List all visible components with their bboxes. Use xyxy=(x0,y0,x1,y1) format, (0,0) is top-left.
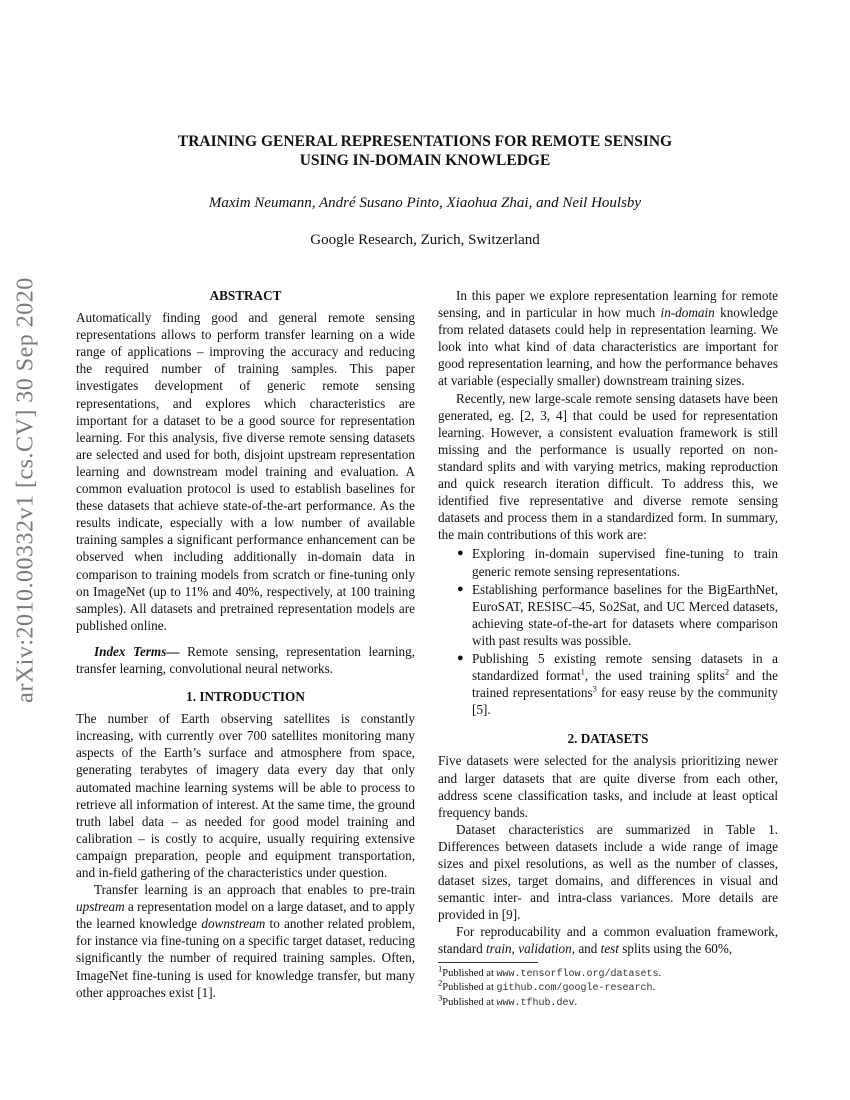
footnote-number: 1 xyxy=(438,963,443,974)
index-terms-label: Index Terms— xyxy=(94,643,180,659)
footnote-ref-1: 1 xyxy=(580,666,585,677)
intro-p3-text-a: In this paper we explore representation learning for remote sensing, and in particular in how much xyxy=(438,288,778,321)
footnote-suffix: . xyxy=(574,996,578,1008)
footnote-suffix: . xyxy=(658,967,662,979)
introduction-heading: 1. INTRODUCTION xyxy=(186,689,305,705)
intro-p2-text-b: a representation model on a large dataset, and to apply the learned knowledge xyxy=(76,899,415,932)
contribution-1: Exploring in-domain supervised fine-tuning to train generic remote sensing representations. xyxy=(472,546,778,579)
footnote-ref-3: 3 xyxy=(592,683,597,694)
abstract-text: Automatically finding good and general remote sensing representations allows to perform transfer learning on a wide range of applications – improving the accuracy and reducing the required number of training samples. This paper investigates development of generic remote sensing representations, and explores which characteristics are important for a dataset to be a good source for representation learning. For this analysis, five diverse remote sensing datasets are selected and used for both, disjoint upstream representation learning and downstream model training and evaluation. A common evaluation protocol is used to establish baselines for these datasets that achieve state-of-the-art performance. As the results indicate, especially with a low number of available training samples a significant performance enhancement can be observed when including additionally in-domain data in comparison to training models from scratch or fine-tuning only on ImageNet (up to 11% and 40%, respectively, at 100 training samples). All datasets and pretrained representation models are published online. xyxy=(76,310,415,633)
footnote-link[interactable]: www.tfhub.dev xyxy=(496,997,575,1009)
intro-paragraph-4: Recently, new large-scale remote sensing datasets have been generated, eg. [2, 3, 4] that could be used for representation learning. However, a consistent evaluation framework is still missing and the performance is usually reported on non-standard splits and with varying metrics, making reproduction and quick research iteration difficult. To address this, we identified five representative and diverse remote sensing datasets and process them in a standardized form. In summary, the main contributions of this work are: xyxy=(438,390,778,543)
footnote-number: 2 xyxy=(438,977,443,988)
datasets-heading: 2. DATASETS xyxy=(567,731,649,747)
datasets-paragraph-3 xyxy=(438,923,778,957)
footnote-suffix: . xyxy=(652,982,656,994)
list-item xyxy=(457,650,779,718)
intro-p2-emphasis-upstream: upstream xyxy=(76,899,125,915)
datasets-paragraph-1: Five datasets were selected for the analysis prioritizing newer and larger datasets that are quite diverse from each other, address scene classification tasks, and include at least optical frequency bands. xyxy=(438,753,778,820)
footnote-number: 3 xyxy=(438,992,443,1003)
bullet-icon: ● xyxy=(457,651,464,664)
contributions-list xyxy=(438,545,778,718)
footnote-ref-2: 2 xyxy=(724,666,730,677)
footnote-1 xyxy=(438,963,778,982)
footnote-prefix: Published at xyxy=(442,982,497,994)
affiliation: Google Research, Zurich, Switzerland xyxy=(310,232,540,248)
intro-p3-text-b: knowledge from related datasets could help in representation learning. We look into what kind of data characteristics are important for good representation learning, and how the performance behaves at variable (especially smaller) downstream training sizes. xyxy=(438,305,778,389)
intro-paragraph-2 xyxy=(76,881,415,1001)
datasets-paragraph-2: Dataset characteristics are summarized in Table 1. Differences between datasets include a wide range of image sizes and pixel resolutions, as well as the number of classes, dataset sizes, target domains, and differences in visual and semantic inter- and intra-class variances. More details are provided in [9]. xyxy=(438,821,778,923)
contribution-2: Establishing performance baselines for the BigEarthNet, EuroSAT, RESISC–45, So2Sat, and UC Merced datasets, achieving state-of-the-art for datasets where comparison with past results was possible. xyxy=(472,581,778,648)
datasets-p3-text-a: For reproducability and a common evaluation framework, standard xyxy=(438,924,778,957)
right-column xyxy=(438,287,778,1010)
paper-title xyxy=(100,132,750,170)
datasets-p3-emphasis-validation: validation xyxy=(518,941,572,957)
arxiv-sidebar xyxy=(6,277,46,703)
datasets-p3-text-d: splits using the 60%, xyxy=(618,941,733,957)
footnote-link[interactable]: www.tensorflow.org/datasets xyxy=(496,968,659,980)
footnote-prefix: Published at xyxy=(442,967,497,979)
footnote-2 xyxy=(438,977,778,996)
footnote-3 xyxy=(438,992,778,1011)
title-line-2: USING IN-DOMAIN KNOWLEDGE xyxy=(299,152,551,169)
title-line-1: TRAINING GENERAL REPRESENTATIONS FOR REMOTE SENSING xyxy=(177,133,673,150)
contribution-3-text-c: and the trained representations xyxy=(472,668,779,701)
abstract-heading: ABSTRACT xyxy=(209,288,282,303)
arxiv-identifier: arXiv:2010.00332v1 [cs.CV] 30 Sep 2020 xyxy=(12,277,39,703)
intro-p2-text-a: Transfer learning is an approach that enables to pre-train xyxy=(94,882,415,898)
datasets-p3-emphasis-train: train xyxy=(485,941,512,957)
footnotes xyxy=(438,963,778,1011)
datasets-p3-text-b: , xyxy=(511,941,519,957)
list-item xyxy=(457,545,778,579)
footnote-divider xyxy=(438,962,538,963)
index-terms-text: Remote sensing, representation learning, transfer learning, convolutional neural networks. xyxy=(76,643,415,676)
contribution-3-text-a: Publishing 5 existing remote sensing datasets in a standardized format xyxy=(472,650,778,684)
intro-p3-emphasis: in-domain xyxy=(660,305,715,321)
intro-paragraph-3 xyxy=(438,287,778,390)
author-list: Maxim Neumann, André Susano Pinto, Xiaohua Zhai, and Neil Houlsby xyxy=(208,195,642,211)
intro-p2-emphasis-downstream: downstream xyxy=(201,916,266,932)
contribution-3-text-b: , the used training splits xyxy=(584,668,725,684)
datasets-p3-emphasis-test: test xyxy=(600,941,619,957)
list-item xyxy=(457,581,778,649)
intro-p2-text-c: to another related problem, for instance via fine-tuning on a specific target dataset, reducing significantly the number of required training samples. Often, ImageNet fine-tuning is used for knowledge transfer, but many other approaches exist [1]. xyxy=(76,916,416,1000)
index-terms xyxy=(76,643,415,677)
datasets-p3-text-c: , and xyxy=(571,941,601,957)
bullet-icon: ● xyxy=(457,582,464,595)
intro-paragraph-1: The number of Earth observing satellites is constantly increasing, with currently over 700 satellites monitoring many aspects of the Earth’s surface and atmosphere from space, generating terabytes of imagery data every day that only automated machine learning systems will be able to process to retrieve all information of interest. At the same time, the ground truth label data – as needed for good model training and calibration – is costly to acquire, usually requiring extensive campaign preparation, people and equipment transportation, and in-field gathering of the characteristics under question. xyxy=(76,711,415,880)
footnote-link[interactable]: github.com/google-research xyxy=(496,983,653,995)
footnote-prefix: Published at xyxy=(442,996,497,1008)
contribution-3-text-d: for easy reuse by the community [5]. xyxy=(472,685,778,718)
bullet-icon: ● xyxy=(457,547,464,560)
left-column xyxy=(76,287,415,1001)
